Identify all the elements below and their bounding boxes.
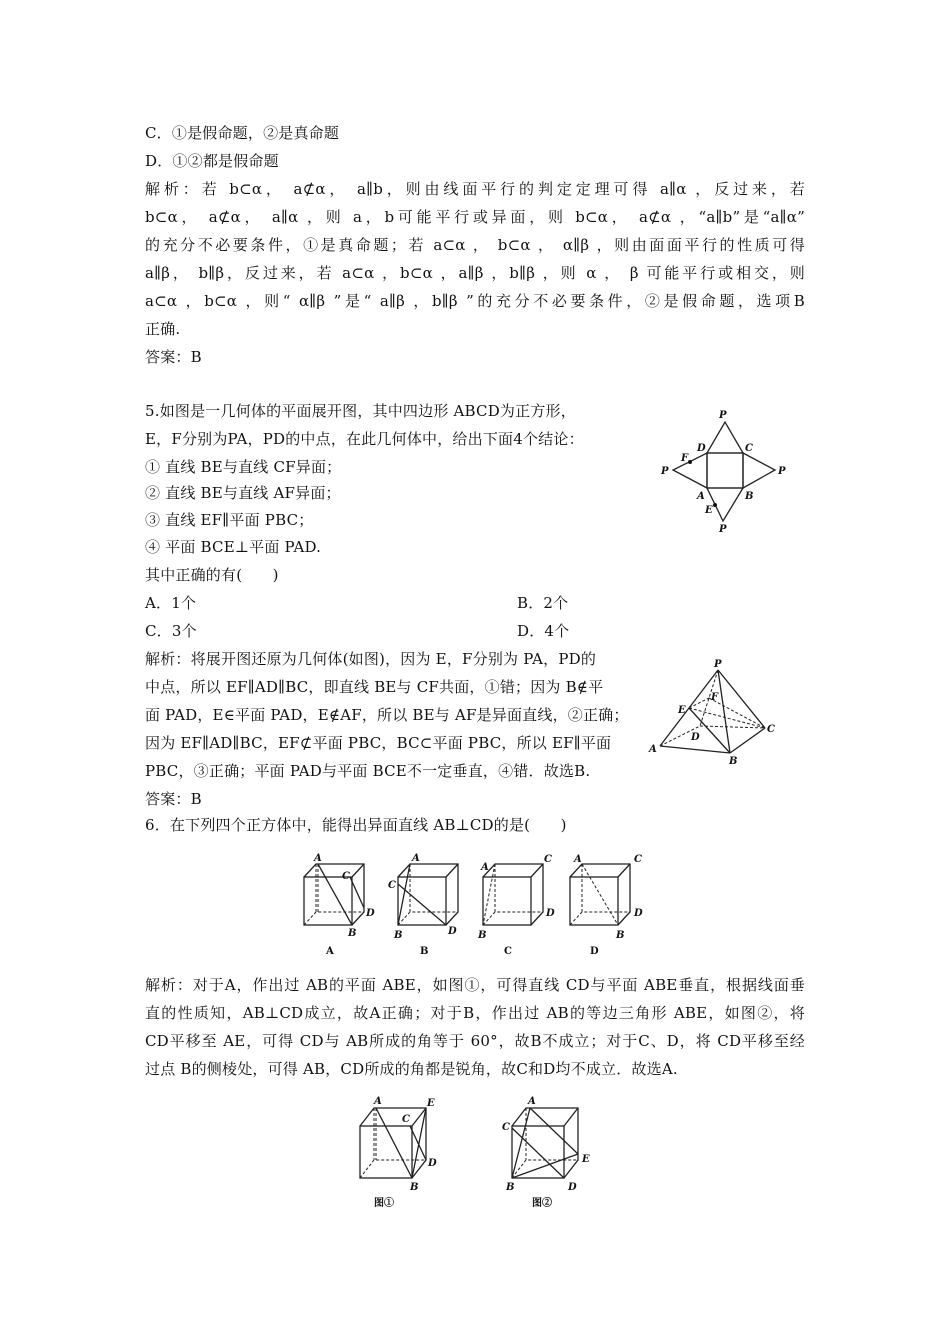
q4-analysis-line: 正确. (145, 320, 181, 338)
net-label: E (705, 505, 713, 516)
q5-statement: ③ 直线 EF∥平面 PBC； (145, 511, 314, 529)
svg-text:B: B (506, 1182, 515, 1193)
q5-option-d: D．4个 (517, 622, 570, 640)
q5-analysis-line: 面 PAD，E∈平面 PAD，E∉AF，所以 BE与 AF是异面直线，②正确； (145, 706, 629, 724)
svg-text:A: A (528, 1096, 536, 1107)
svg-text:D: D (366, 908, 375, 919)
svg-text:D: D (568, 1182, 577, 1193)
q6-analysis-line: CD平移至 AE，可得 CD与 AB所成的角等于 60°，故B不成立；对于C、D，将 CD平移至经 (145, 1032, 805, 1050)
svg-text:B: B (410, 1182, 419, 1193)
q5-statement: ② 直线 BE与直线 AF异面； (145, 484, 341, 502)
q4-analysis-line: a∥β， b∥β，反过来，若 a⊂α ，b⊂α ，a∥β ，b∥β ，则 α ， β 可能平行或相交，则 (145, 264, 805, 282)
q6-figure-2 (500, 1090, 610, 1210)
cube-d (570, 854, 643, 957)
net-label: F (681, 453, 689, 464)
q4-analysis-line: 解析：若 b⊂α， a⊄α， a∥b，则由线面平行的判定定理可得 a∥α ，反过来，若 (145, 180, 805, 198)
q5-analysis-line: 因为 EF∥AD∥BC，EF⊄平面 PBC，BC⊂平面 PBC，所以 EF∥平面 (145, 734, 612, 752)
q4-analysis-line: b⊂α， a⊄α， a∥α ，则 a，b可能平行或异面，则 b⊂α， a⊄α ，“a∥b”是“a∥α” (145, 208, 805, 226)
q5-net-figure (655, 405, 795, 535)
svg-text:A: A (374, 1096, 382, 1107)
cube-b (388, 853, 458, 957)
q5-analysis-line: 中点，所以 EF∥AD∥BC，即直线 BE与 CF共面，①错；因为 B∉平 (145, 678, 604, 696)
q5-stem-line: 5.如图是一几何体的平面展开图，其中四边形 ABCD为正方形， (145, 402, 576, 420)
q6-figure-1 (352, 1090, 452, 1210)
q5-option-c: C．3个 (145, 622, 197, 640)
solid-label: D (691, 732, 700, 743)
net-square (707, 453, 743, 488)
svg-text:D: D (546, 908, 555, 919)
solid-label: A (649, 744, 657, 755)
solid-label: E (678, 705, 686, 716)
net-label: P (661, 466, 669, 477)
point-f-dot (688, 460, 692, 464)
q6-analysis-line: 直的性质知，AB⊥CD成立，故A正确；对于B，作出过 AB的等边三角形 ABE，如图②，将 (145, 1004, 805, 1022)
cube-c (477, 854, 555, 957)
cube-a (304, 853, 375, 957)
net-triangle-right (743, 453, 775, 488)
figure-caption: 图① (374, 1198, 394, 1209)
svg-text:B: B (420, 946, 429, 957)
q4-option-c: C．①是假命题，②是真命题 (145, 124, 340, 142)
net-label: D (697, 443, 706, 454)
net-label: B (745, 491, 754, 502)
svg-text:B: B (394, 930, 403, 941)
net-triangle-top (707, 422, 743, 453)
solid-label: F (711, 692, 719, 703)
svg-text:D: D (590, 946, 599, 957)
q5-option-b: B．2个 (517, 594, 569, 612)
q5-prompt: 其中正确的有( ) (145, 566, 279, 584)
svg-text:A: A (412, 853, 420, 864)
svg-text:A: A (481, 862, 489, 873)
svg-text:B: B (348, 928, 357, 939)
net-label: C (745, 443, 753, 454)
q6-cubes-figure (298, 852, 658, 962)
svg-text:C: C (504, 946, 512, 957)
svg-text:C: C (502, 1122, 510, 1133)
q6-analysis-line: 过点 B的侧棱处，可得 AB，CD所成的角都是锐角，故C和D均不成立．故选A. (145, 1060, 678, 1078)
q5-pyramid-figure (645, 658, 785, 768)
svg-text:C: C (402, 1114, 410, 1125)
q5-stem-line: E，F分别为PA，PD的中点，在此几何体中，给出下面4个结论： (145, 430, 584, 448)
q5-option-a: A．1个 (145, 594, 197, 612)
net-triangle-left (673, 453, 707, 488)
q4-option-d: D．①②都是假命题 (145, 152, 279, 170)
solid-label: P (714, 659, 722, 670)
net-label: P (719, 524, 727, 535)
net-label: P (719, 410, 727, 421)
q6-analysis-line: 解析：对于A，作出过 AB的平面 ABE，如图①，可得直线 CD与平面 ABE垂直，根据线面垂 (145, 976, 805, 994)
q5-answer: 答案：B (145, 790, 202, 808)
q5-statement: ④ 平面 BCE⊥平面 PAD. (145, 538, 322, 556)
net-label: A (697, 491, 705, 502)
svg-text:E: E (582, 1154, 590, 1165)
svg-text:B: B (478, 930, 487, 941)
svg-text:C: C (388, 880, 396, 891)
svg-text:D: D (448, 926, 457, 937)
q4-answer: 答案：B (145, 348, 202, 366)
svg-text:A: A (574, 854, 582, 865)
point-e-dot (713, 503, 717, 507)
q5-analysis-line: 解析：将展开图还原为几何体(如图)，因为 E，F分别为 PA，PD的 (145, 650, 597, 668)
q4-analysis-line: a⊂α ，b⊂α ，则“ α∥β ”是“ a∥β ，b∥β ”的充分不必要条件，②是假命题，选项B (145, 292, 805, 310)
q6-stem: 6．在下列四个正方体中，能得出异面直线 AB⊥CD的是( ) (145, 816, 567, 834)
q4-analysis-line: 的充分不必要条件，①是真命题；若 a⊂α ， b⊂α ， α∥β ，则由面面平行的性质可得 (145, 236, 805, 254)
cube-caption: A (326, 946, 334, 957)
cube-label: A (314, 853, 322, 864)
solid-label: B (729, 756, 738, 767)
q5-statement: ① 直线 BE与直线 CF异面； (145, 458, 342, 476)
svg-text:E: E (427, 1098, 435, 1109)
svg-text:C: C (634, 854, 642, 865)
svg-text:D: D (634, 908, 643, 919)
solid-label: C (767, 724, 775, 735)
svg-text:C: C (544, 854, 552, 865)
q5-analysis-line: PBC，③正确；平面 PAD与平面 BCE不一定垂直，④错．故选B. (145, 762, 591, 780)
svg-text:D: D (428, 1158, 437, 1169)
figure-caption: 图② (532, 1198, 552, 1209)
net-label: P (778, 466, 786, 477)
svg-text:B: B (616, 930, 625, 941)
svg-text:C: C (342, 871, 350, 882)
